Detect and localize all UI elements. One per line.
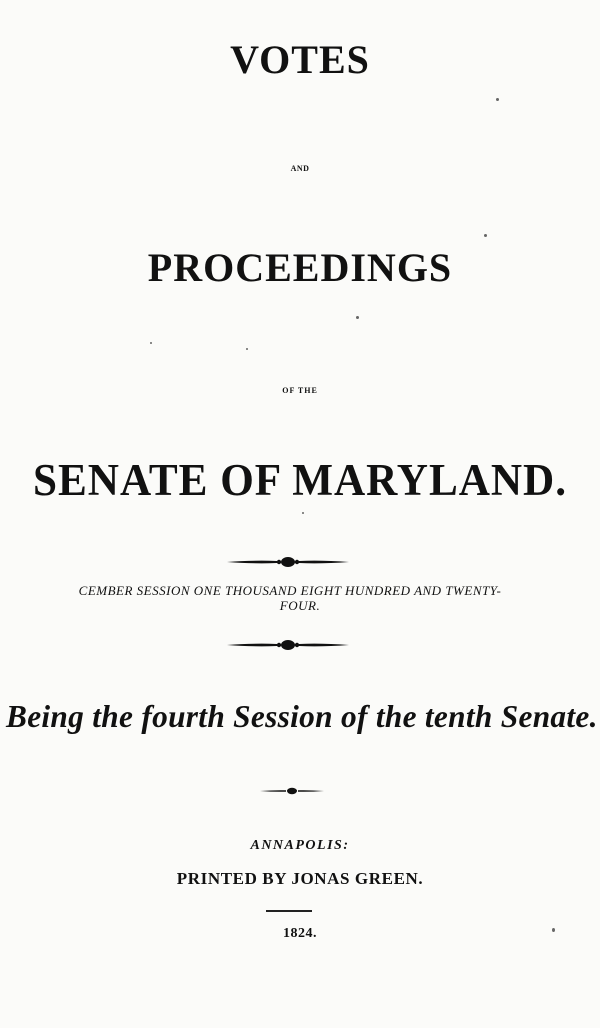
ornamental-rule-top: [225, 555, 351, 569]
paper-speck: [246, 348, 248, 350]
heading-and: AND: [290, 164, 310, 173]
small-ornament: [258, 786, 326, 796]
heading-proceedings: PROCEEDINGS: [147, 245, 453, 290]
heading-senate: SENATE OF MARYLAND.: [33, 455, 567, 505]
session-line-continuation: FOUR.: [279, 598, 321, 613]
ornamental-rule-bottom: [225, 638, 351, 652]
paper-speck: [302, 512, 304, 514]
paper-speck: [496, 98, 499, 101]
imprint-printer: PRINTED BY JONAS GREEN.: [176, 869, 424, 888]
heading-of-the: OF THE: [282, 386, 318, 395]
year-rule: [266, 910, 312, 912]
imprint-year: 1824.: [283, 926, 317, 941]
paper-speck: [552, 928, 555, 932]
imprint-place: ANNAPOLIS:: [250, 838, 350, 853]
session-line: CEMBER SESSION ONE THOUSAND EIGHT HUNDRED AND TWENTY-: [78, 583, 502, 598]
session-description: Being the fourth Session of the tenth Senate.: [6, 698, 598, 734]
heading-votes: VOTES: [230, 37, 370, 82]
paper-speck: [356, 316, 359, 319]
paper-speck: [484, 234, 487, 237]
paper-speck: [150, 342, 152, 344]
